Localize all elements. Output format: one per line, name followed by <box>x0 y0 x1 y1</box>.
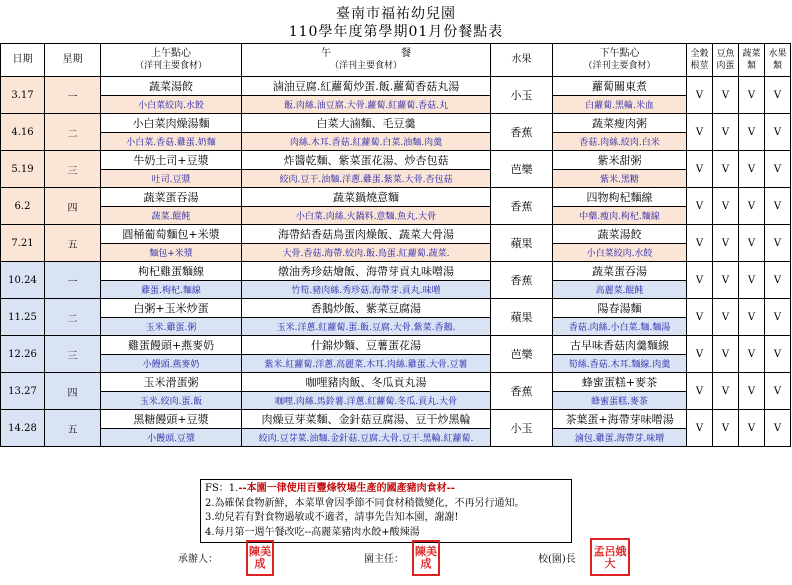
food-group-check: V <box>739 77 765 114</box>
lunch-ingredients: 玉米.洋蔥.紅蘿蔔.蛋.飯.豆腐.大骨.紫菜.香鵝. <box>242 318 491 336</box>
note-prefix: FS：1. <box>205 483 239 494</box>
weekday-cell: 一 <box>45 262 101 299</box>
table-row-ingredients <box>1 429 791 447</box>
menu-table <box>0 43 791 447</box>
header-lunch <box>242 44 491 77</box>
notes-box <box>200 479 572 543</box>
header-pm-snack-label: 下午點心 <box>599 48 640 59</box>
food-group-check: V <box>739 114 765 151</box>
weekday-cell: 四 <box>45 188 101 225</box>
lunch-ingredients: 紫米.紅蘿蔔.洋蔥.高麗菜.木耳.肉絲.雞蛋.大骨.豆薯 <box>242 355 491 373</box>
header-grains: 全穀根莖 <box>687 44 713 77</box>
lunch-ingredients: 絞肉.豆芽菜.油麵.金針菇.豆腐.大骨.豆干.黑輪.紅蘿蔔. <box>242 429 491 447</box>
note-line-1 <box>205 482 567 497</box>
pm-snack-ingredients: 小白菜絞肉.水餃 <box>553 244 687 262</box>
fruit-cell: 蘋果 <box>491 299 553 336</box>
food-group-check: V <box>687 299 713 336</box>
am-snack-dish: 黑糖饅頭+豆漿 <box>101 410 242 429</box>
food-group-check: V <box>739 225 765 262</box>
food-group-check: V <box>713 151 739 188</box>
pm-snack-dish: 陽春湯麵 <box>553 299 687 318</box>
am-snack-ingredients: 小饅頭.燕麥奶 <box>101 355 242 373</box>
header-weekday: 星期 <box>45 44 101 77</box>
note-line-4: 4.每月第一週午餐改吃--高麗菜豬肉水餃+酸辣湯 <box>205 526 420 538</box>
table-row-ingredients <box>1 392 791 410</box>
signature-director: 園主任： <box>364 554 404 565</box>
fruit-cell: 香蕉 <box>491 262 553 299</box>
pm-snack-ingredients: 滷包.雞蛋.海帶芽.味噌 <box>553 429 687 447</box>
pm-snack-ingredients: 蜂蜜蛋糕.麥茶 <box>553 392 687 410</box>
food-group-check: V <box>713 188 739 225</box>
am-snack-dish: 蔬菜蛋吞湯 <box>101 188 242 207</box>
food-group-check: V <box>687 410 713 447</box>
note-line-2: 2.為確保食物新鮮，本菜單會因季節不同食材稍微變化，不再另行通知。 <box>205 497 525 509</box>
date-cell: 7.21 <box>1 225 45 262</box>
table-row-ingredients <box>1 133 791 151</box>
header-fruits: 水果類 <box>765 44 791 77</box>
header-pm-snack <box>553 44 687 77</box>
am-snack-ingredients: 小白菜絞肉.水餃 <box>101 96 242 114</box>
food-group-check: V <box>739 410 765 447</box>
date-cell: 13.27 <box>1 373 45 410</box>
fruit-cell: 小玉 <box>491 410 553 447</box>
fruit-cell: 芭樂 <box>491 151 553 188</box>
date-cell: 12.26 <box>1 336 45 373</box>
header-vegetables: 蔬菜類 <box>739 44 765 77</box>
header-lunch-label: 午 餐 <box>321 48 411 59</box>
date-cell: 6.2 <box>1 188 45 225</box>
pm-snack-ingredients: 香菇.肉絲.絞肉.白米 <box>553 133 687 151</box>
lunch-dish: 滷油豆腐.紅蘿蔔炒蛋.飯.蘿蔔香菇丸湯 <box>242 77 491 96</box>
food-group-check: V <box>765 188 791 225</box>
lunch-ingredients: 咖哩.肉絲.馬鈴薯.洋蔥.紅蘿蔔.冬瓜.貢丸.大骨 <box>242 392 491 410</box>
pm-snack-dish: 蔬菜湯餃 <box>553 225 687 244</box>
table-row <box>1 336 791 355</box>
am-snack-dish: 牛奶土司+豆漿 <box>101 151 242 170</box>
pm-snack-dish: 蔬菜瘦肉粥 <box>553 114 687 133</box>
fruit-cell: 香蕉 <box>491 188 553 225</box>
am-snack-dish: 小白菜肉燥湯麵 <box>101 114 242 133</box>
food-group-check: V <box>713 225 739 262</box>
am-snack-ingredients: 玉米.雞蛋.粥 <box>101 318 242 336</box>
date-cell: 10.24 <box>1 262 45 299</box>
pm-snack-ingredients: 白蘿蔔.黑輪.米血 <box>553 96 687 114</box>
food-group-check: V <box>687 151 713 188</box>
header-pm-snack-sub: （洋刊主要食材） <box>583 61 656 71</box>
am-snack-dish: 圓桶葡萄麵包+米漿 <box>101 225 242 244</box>
signature-principal: 校(園)長 <box>538 554 576 565</box>
pm-snack-dish: 蘿蔔關東煮 <box>553 77 687 96</box>
pm-snack-dish: 紫米甜粥 <box>553 151 687 170</box>
am-snack-dish: 雞蛋饅頭+燕麥奶 <box>101 336 242 355</box>
school-title: 臺南市福祐幼兒園 <box>336 6 456 22</box>
food-group-check: V <box>739 373 765 410</box>
food-group-check: V <box>687 262 713 299</box>
lunch-dish: 白菜大滷麵、毛豆羹 <box>242 114 491 133</box>
lunch-dish: 海帶結香菇鳥蛋肉燥飯、蔬菜大骨湯 <box>242 225 491 244</box>
pm-snack-ingredients: 紫米.黑糖 <box>553 170 687 188</box>
food-group-check: V <box>765 114 791 151</box>
table-row <box>1 373 791 392</box>
header-lunch-sub: （洋刊主要食材） <box>329 61 402 71</box>
lunch-dish: 肉燥豆芽菜麵、金針菇豆腐湯、豆干炒黑輪 <box>242 410 491 429</box>
food-group-check: V <box>713 373 739 410</box>
lunch-dish: 燉油秀珍菇燴飯、海帶芽貢丸味噌湯 <box>242 262 491 281</box>
date-cell: 14.28 <box>1 410 45 447</box>
header-protein: 豆魚肉蛋 <box>713 44 739 77</box>
food-group-check: V <box>713 262 739 299</box>
am-snack-ingredients: 蔬菜.餛飩 <box>101 207 242 225</box>
weekday-cell: 四 <box>45 373 101 410</box>
food-group-check: V <box>687 336 713 373</box>
am-snack-ingredients: 雞蛋.枸杞.麵線 <box>101 281 242 299</box>
food-group-check: V <box>713 77 739 114</box>
menu-title: 110學年度第學期01月份餐點表 <box>288 24 504 40</box>
table-row <box>1 77 791 96</box>
food-group-check: V <box>687 225 713 262</box>
food-group-check: V <box>739 262 765 299</box>
weekday-cell: 三 <box>45 151 101 188</box>
lunch-ingredients: 飯.肉絲.油豆腐.大骨.蘿蔔.紅蘿蔔.香菇.丸 <box>242 96 491 114</box>
date-cell: 11.25 <box>1 299 45 336</box>
food-group-check: V <box>765 151 791 188</box>
table-row-ingredients <box>1 244 791 262</box>
pm-snack-dish: 四物枸杞麵線 <box>553 188 687 207</box>
lunch-ingredients: 竹筍.豬肉絲.秀珍菇.海帶芽.貢丸.味噌 <box>242 281 491 299</box>
food-group-check: V <box>739 336 765 373</box>
am-snack-ingredients: 小饅頭.豆漿 <box>101 429 242 447</box>
pm-snack-ingredients: 筍絲.香菇.木耳.麵線.肉羹 <box>553 355 687 373</box>
table-row-ingredients <box>1 96 791 114</box>
header-am-snack <box>101 44 242 77</box>
weekday-cell: 一 <box>45 77 101 114</box>
food-group-check: V <box>739 299 765 336</box>
stamp-principal: 孟呂娥大 <box>590 538 630 576</box>
pm-snack-dish: 茶葉蛋+海帶芽味噌湯 <box>553 410 687 429</box>
table-row-ingredients <box>1 318 791 336</box>
food-group-check: V <box>713 336 739 373</box>
fruit-cell: 芭樂 <box>491 336 553 373</box>
stamp-director: 陳美成 <box>412 540 440 576</box>
table-row <box>1 151 791 170</box>
table-row-ingredients <box>1 207 791 225</box>
weekday-cell: 五 <box>45 410 101 447</box>
date-cell: 5.19 <box>1 151 45 188</box>
date-cell: 4.16 <box>1 114 45 151</box>
table-row-ingredients <box>1 281 791 299</box>
table-row <box>1 188 791 207</box>
lunch-ingredients: 絞肉.豆干.油麵.洋蔥.雞蛋.紫菜.大骨.杏包菇 <box>242 170 491 188</box>
header-row <box>1 44 791 77</box>
header-date: 日期 <box>1 44 45 77</box>
pm-snack-dish: 蜂蜜蛋糕+麥茶 <box>553 373 687 392</box>
table-row <box>1 225 791 244</box>
am-snack-dish: 玉米滑蛋粥 <box>101 373 242 392</box>
food-group-check: V <box>765 262 791 299</box>
fruit-cell: 小玉 <box>491 77 553 114</box>
fruit-cell: 香蕉 <box>491 373 553 410</box>
lunch-dish: 什錦炒麵、豆薯蛋花湯 <box>242 336 491 355</box>
weekday-cell: 二 <box>45 114 101 151</box>
lunch-dish: 香鵝炒飯、紫菜豆腐湯 <box>242 299 491 318</box>
header-am-snack-sub: （洋刊主要食材） <box>134 61 207 71</box>
header-fruit: 水果 <box>491 44 553 77</box>
table-row-ingredients <box>1 355 791 373</box>
lunch-dish: 咖哩豬肉飯、冬瓜貢丸湯 <box>242 373 491 392</box>
header-am-snack-label: 上午點心 <box>151 48 191 59</box>
food-group-check: V <box>713 299 739 336</box>
pm-snack-ingredients: 高麗菜.餛飩 <box>553 281 687 299</box>
weekday-cell: 三 <box>45 336 101 373</box>
am-snack-ingredients: 吐司.豆漿 <box>101 170 242 188</box>
am-snack-ingredients: 麵包+米漿 <box>101 244 242 262</box>
fruit-cell: 香蕉 <box>491 114 553 151</box>
food-group-check: V <box>765 77 791 114</box>
lunch-ingredients: 小白菜.肉絲.火鍋料.意麵.魚丸.大骨 <box>242 207 491 225</box>
am-snack-ingredients: 小白菜.香菇.雞蛋.奶麵 <box>101 133 242 151</box>
food-group-check: V <box>739 151 765 188</box>
table-row <box>1 410 791 429</box>
table-row <box>1 114 791 133</box>
am-snack-dish: 枸杞雞蛋麵線 <box>101 262 242 281</box>
pm-snack-dish: 蔬菜蛋吞湯 <box>553 262 687 281</box>
table-row <box>1 262 791 281</box>
note-line-3: 3.幼兒若有對食物過敏或不適者，請事先告知本園，謝謝! <box>205 512 459 523</box>
lunch-ingredients: 大骨.香菇.海帶.絞肉.飯.鳥蛋.紅蘿蔔.蔬菜. <box>242 244 491 262</box>
food-group-check: V <box>687 77 713 114</box>
food-group-check: V <box>739 188 765 225</box>
pm-snack-ingredients: 香菇.肉絲.小白菜.麵.麵湯 <box>553 318 687 336</box>
food-group-check: V <box>765 299 791 336</box>
food-group-check: V <box>765 373 791 410</box>
food-group-check: V <box>687 373 713 410</box>
pm-snack-dish: 古早味香菇肉羹麵線 <box>553 336 687 355</box>
pm-snack-ingredients: 中藥.瘦肉.枸杞.麵線 <box>553 207 687 225</box>
lunch-dish: 炸醬乾麵、紫菜蛋花湯、炒杏包菇 <box>242 151 491 170</box>
food-group-check: V <box>687 114 713 151</box>
weekday-cell: 五 <box>45 225 101 262</box>
am-snack-dish: 蔬菜湯餃 <box>101 77 242 96</box>
date-cell: 3.17 <box>1 77 45 114</box>
food-group-check: V <box>687 188 713 225</box>
food-group-check: V <box>713 410 739 447</box>
table-row-ingredients <box>1 170 791 188</box>
food-group-check: V <box>713 114 739 151</box>
note-pork-notice: --本園一律使用百豐烽牧場生產的國產豬肉食材-- <box>238 483 455 494</box>
am-snack-dish: 白粥+玉米炒蛋 <box>101 299 242 318</box>
table-row <box>1 299 791 318</box>
food-group-check: V <box>765 410 791 447</box>
lunch-ingredients: 肉絲.木耳.香菇.紅蘿蔔.白菜.油麵.肉羹 <box>242 133 491 151</box>
fruit-cell: 蘋果 <box>491 225 553 262</box>
weekday-cell: 二 <box>45 299 101 336</box>
stamp-contractor: 陳美成 <box>246 540 274 576</box>
am-snack-ingredients: 玉米.絞肉.蛋.飯 <box>101 392 242 410</box>
food-group-check: V <box>765 225 791 262</box>
signature-contractor: 承辦人： <box>178 554 218 565</box>
lunch-dish: 蔬菜鍋燒意麵 <box>242 188 491 207</box>
food-group-check: V <box>765 336 791 373</box>
